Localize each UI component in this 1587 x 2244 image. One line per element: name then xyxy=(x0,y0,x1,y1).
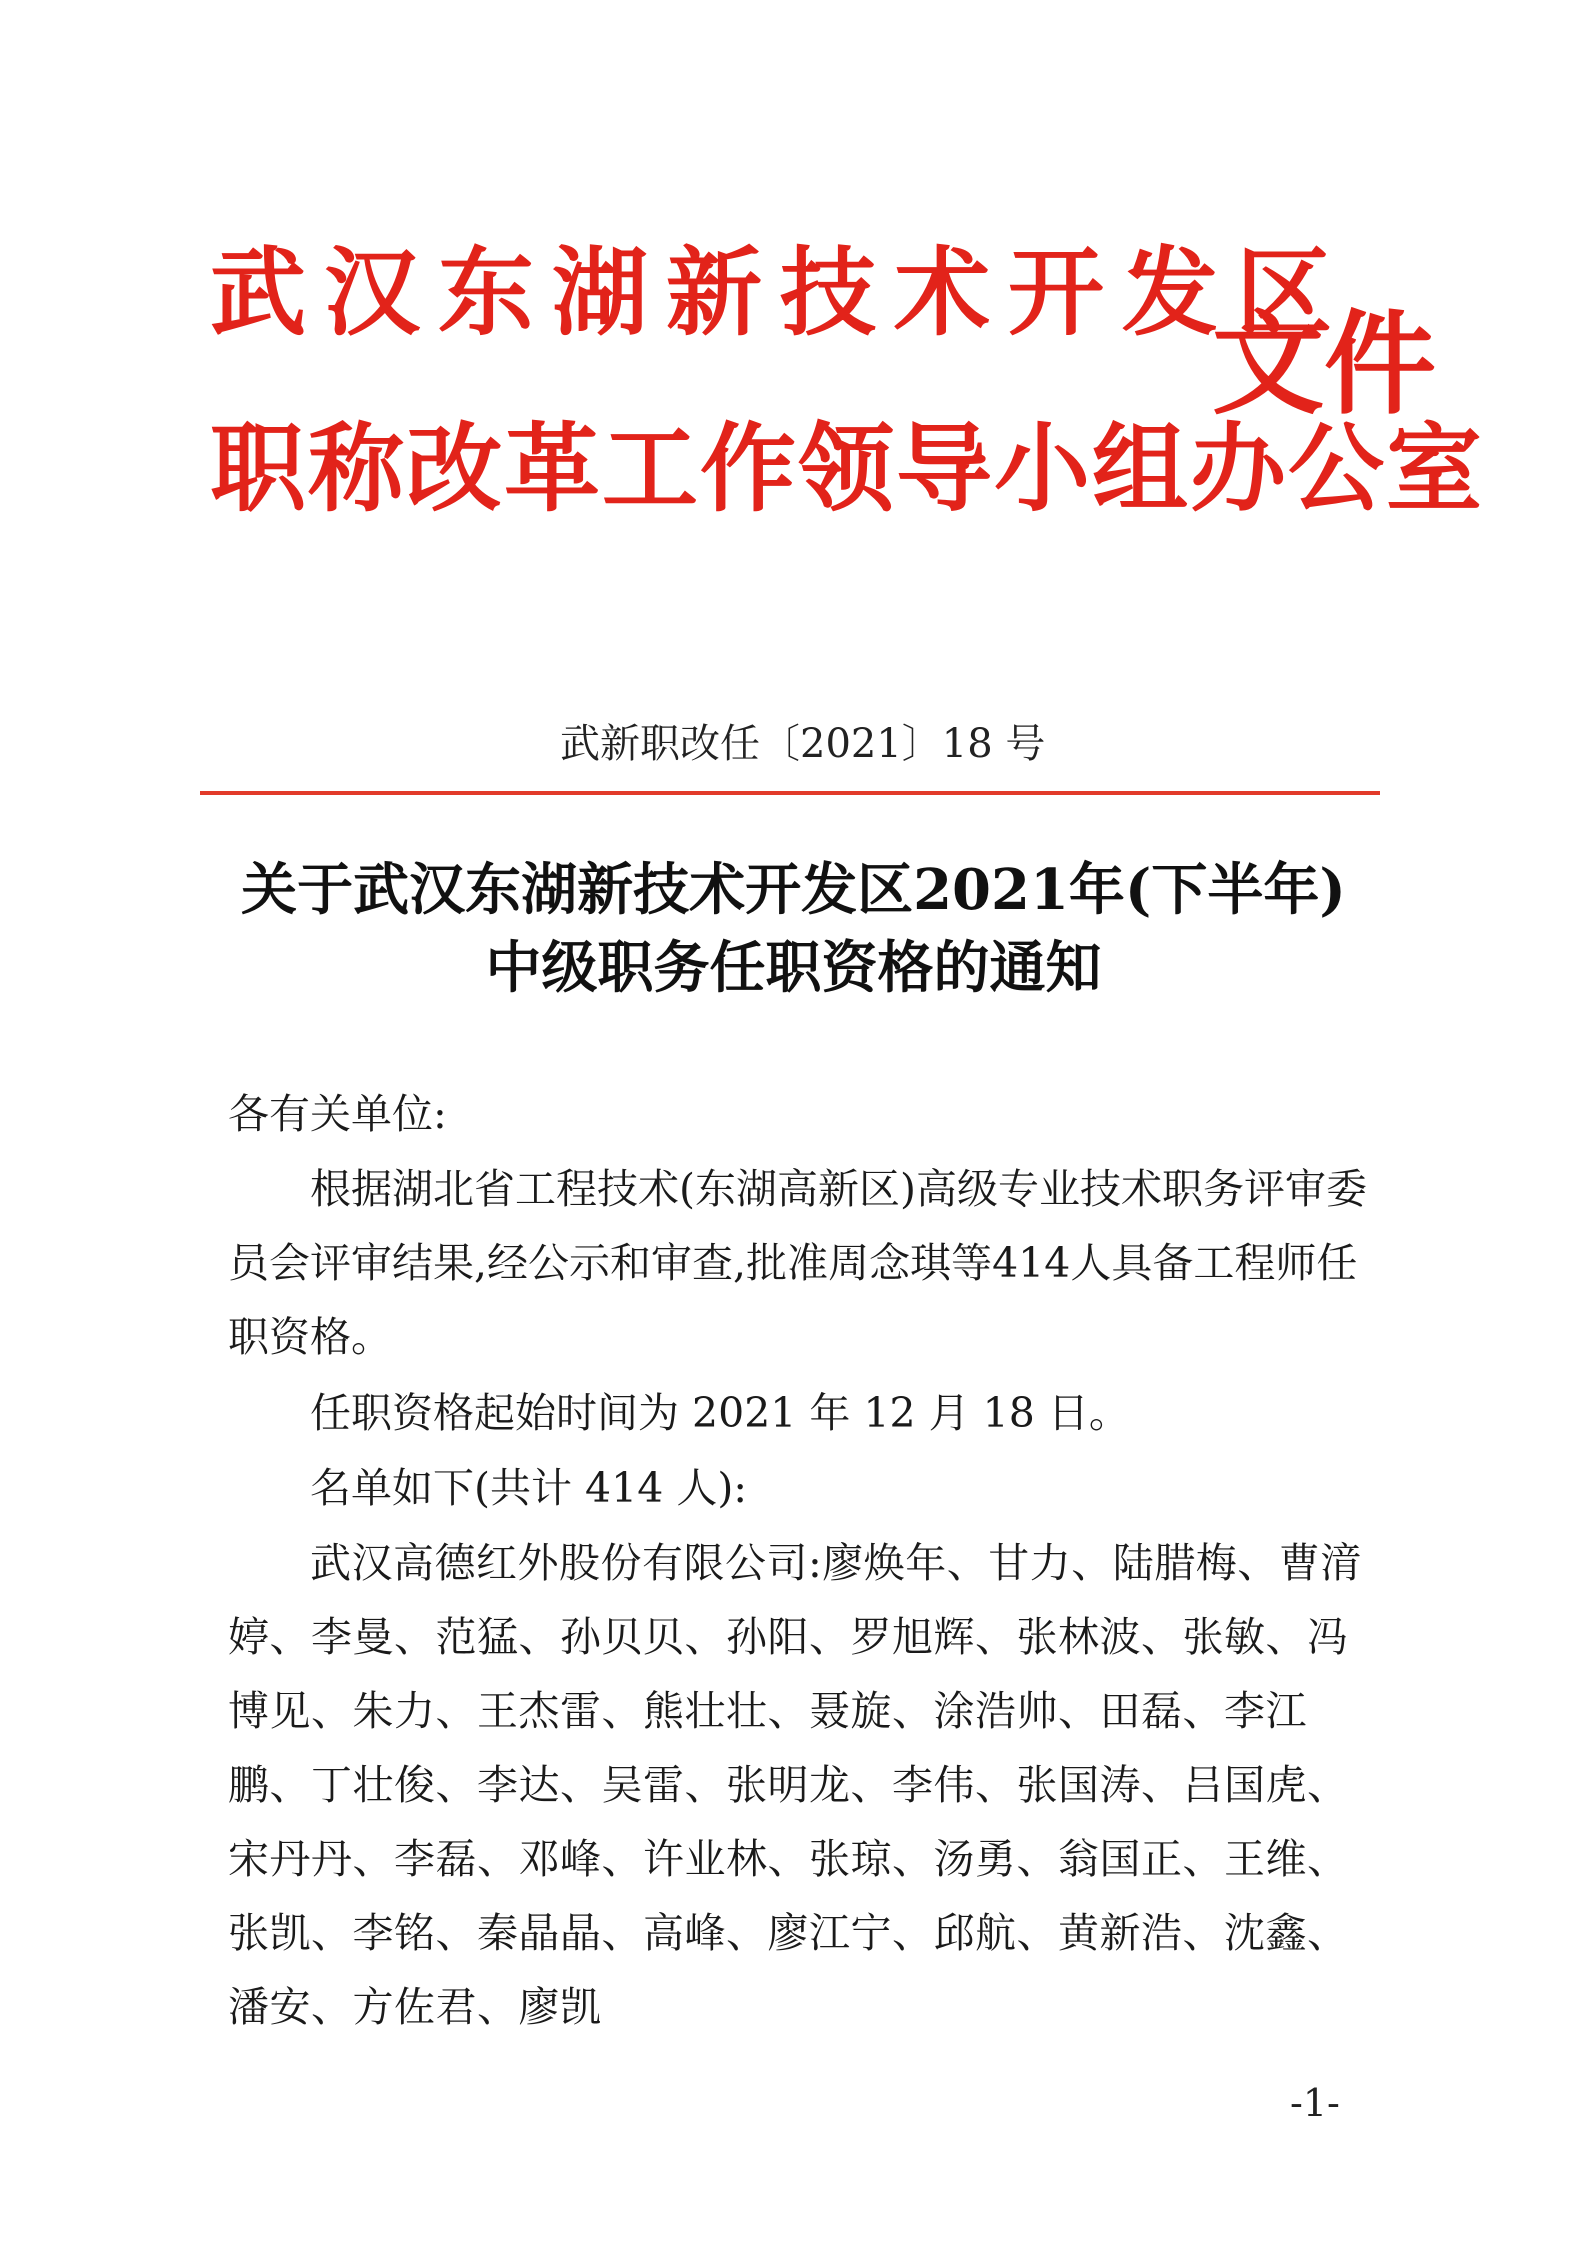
page-number: -1- xyxy=(1290,2081,1340,2125)
issuer-line-1: 武汉东湖新技术开发区 xyxy=(210,236,1350,349)
title-line-2: 中级职务任职资格的通知 xyxy=(485,935,1102,1001)
document-type-label: 文件 xyxy=(1212,299,1436,430)
paragraph-start-date: 任职资格起始时间为 2021 年 12 月 18 日。 xyxy=(310,1389,1130,1437)
salutation: 各有关单位: xyxy=(228,1090,447,1138)
issuer-line-2: 职称改革工作领导小组办公室 xyxy=(210,412,1484,525)
title-line-1: 关于武汉东湖新技术开发区2021年(下半年) xyxy=(241,857,1346,923)
document-number: 武新职改任〔2021〕18 号 xyxy=(560,721,1046,767)
paragraph-list-intro: 名单如下(共计 414 人): xyxy=(310,1464,748,1512)
paragraph-name-list: 武汉高德红外股份有限公司:廖焕年、甘力、陆腊梅、曹湇婷、李曼、范猛、孙贝贝、孙阳、罗旭辉、张林波、张敏、冯博见、朱力、王杰雷、熊壮壮、聂旋、涂浩帅、田磊、李江鹏、丁壮俊、李达、吴雷、张明龙、李伟、张国涛、吕国虎、宋丹丹、李磊、邓峰、许业林、张琼、汤勇、翁国正、王维、张凯、李铭、秦晶晶、高峰、廖江宁、邱航、黄新浩、沈鑫、潘安、方佐君、廖凯 xyxy=(228,1539,1362,2031)
paragraph-approval: 根据湖北省工程技术(东湖高新区)高级专业技术职务评审委员会评审结果,经公示和审查,批准周念琪等414人具备工程师任职资格。 xyxy=(228,1165,1367,1361)
red-divider xyxy=(200,791,1380,795)
